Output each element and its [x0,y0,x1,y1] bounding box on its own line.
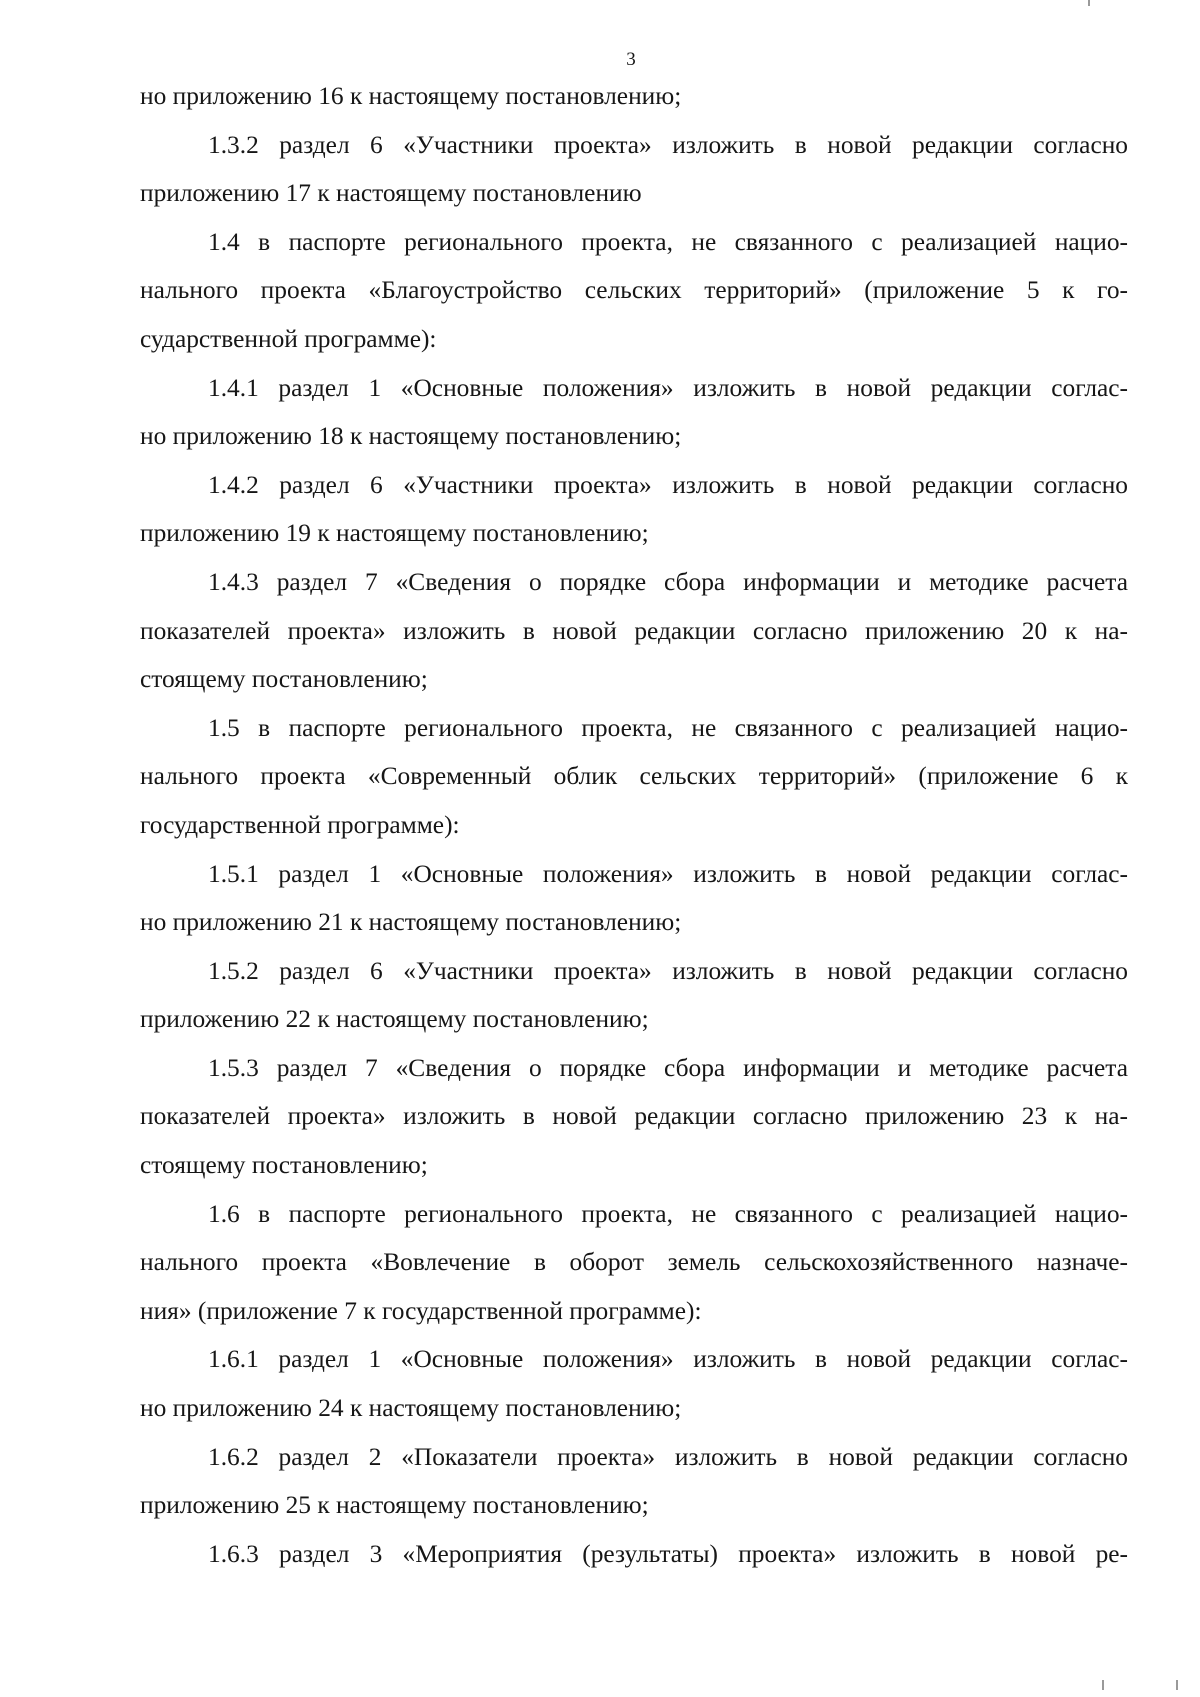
text-line: 1.4 в паспорте регионального проекта, не связанного с реализацией нацио- [208,227,1128,256]
text-line: 1.4.1 раздел 1 «Основные положения» изложить в новой редакции соглас- [208,373,1128,402]
text-line: но приложению 16 к настоящему постановлению; [140,82,682,110]
document-body [140,72,1128,1578]
text-line: показателей проекта» изложить в новой редакции согласно приложению 20 к на- [140,616,1128,645]
page-number: 3 [626,49,636,70]
text-line: 1.5.3 раздел 7 «Сведения о порядке сбора информации и методике расчета [208,1053,1128,1082]
text-line: но приложению 24 к настоящему постановлению; [140,1394,682,1423]
text-line: 1.6.2 раздел 2 «Показатели проекта» изложить в новой редакции согласно [208,1442,1128,1471]
text-line: нального проекта «Благоустройство сельских территорий» (приложение 5 к го- [140,276,1128,305]
text-line: но приложению 21 к настоящему постановлению; [140,908,682,937]
text-line: но приложению 18 к настоящему постановлению; [140,422,682,451]
text-line: 1.6.3 раздел 3 «Мероприятия (результаты) проекта» изложить в новой ре- [208,1539,1128,1568]
text-line: государственной программе): [140,810,460,839]
text-line: показателей проекта» изложить в новой редакции согласно приложению 23 к на- [140,1102,1128,1131]
text-line: нального проекта «Вовлечение в оборот земель сельскохозяйственного назначе- [140,1248,1128,1277]
text-line: стоящему постановлению; [140,1151,428,1180]
text-line: нального проекта «Современный облик сельских территорий» (приложение 6 к [140,762,1128,791]
text-line: 1.4.3 раздел 7 «Сведения о порядке сбора информации и методике расчета [208,567,1128,596]
scan-mark [1102,1680,1104,1690]
text-line: ния» (приложение 7 к государственной программе): [140,1296,702,1325]
text-line: стоящему постановлению; [140,665,428,694]
text-line: приложению 19 к настоящему постановлению; [140,519,649,548]
text-line: приложению 17 к настоящему постановлению [140,179,642,208]
text-line: 1.6 в паспорте регионального проекта, не связанного с реализацией нацио- [208,1199,1128,1228]
text-line: 1.6.1 раздел 1 «Основные положения» изложить в новой редакции соглас- [208,1345,1128,1374]
scan-mark [1088,0,1090,6]
text-line: приложению 25 к настоящему постановлению; [140,1491,649,1520]
text-line: приложению 22 к настоящему постановлению; [140,1005,649,1034]
text-line: сударственной программе): [140,324,437,353]
scan-mark [1176,1680,1178,1690]
text-line: 1.5.2 раздел 6 «Участники проекта» изложить в новой редакции согласно [208,956,1128,985]
text-line: 1.5 в паспорте регионального проекта, не связанного с реализацией нацио- [208,713,1128,742]
text-line: 1.3.2 раздел 6 «Участники проекта» изложить в новой редакции согласно [208,130,1128,159]
text-line: 1.4.2 раздел 6 «Участники проекта» изложить в новой редакции согласно [208,470,1128,499]
text-line: 1.5.1 раздел 1 «Основные положения» изложить в новой редакции соглас- [208,859,1128,888]
